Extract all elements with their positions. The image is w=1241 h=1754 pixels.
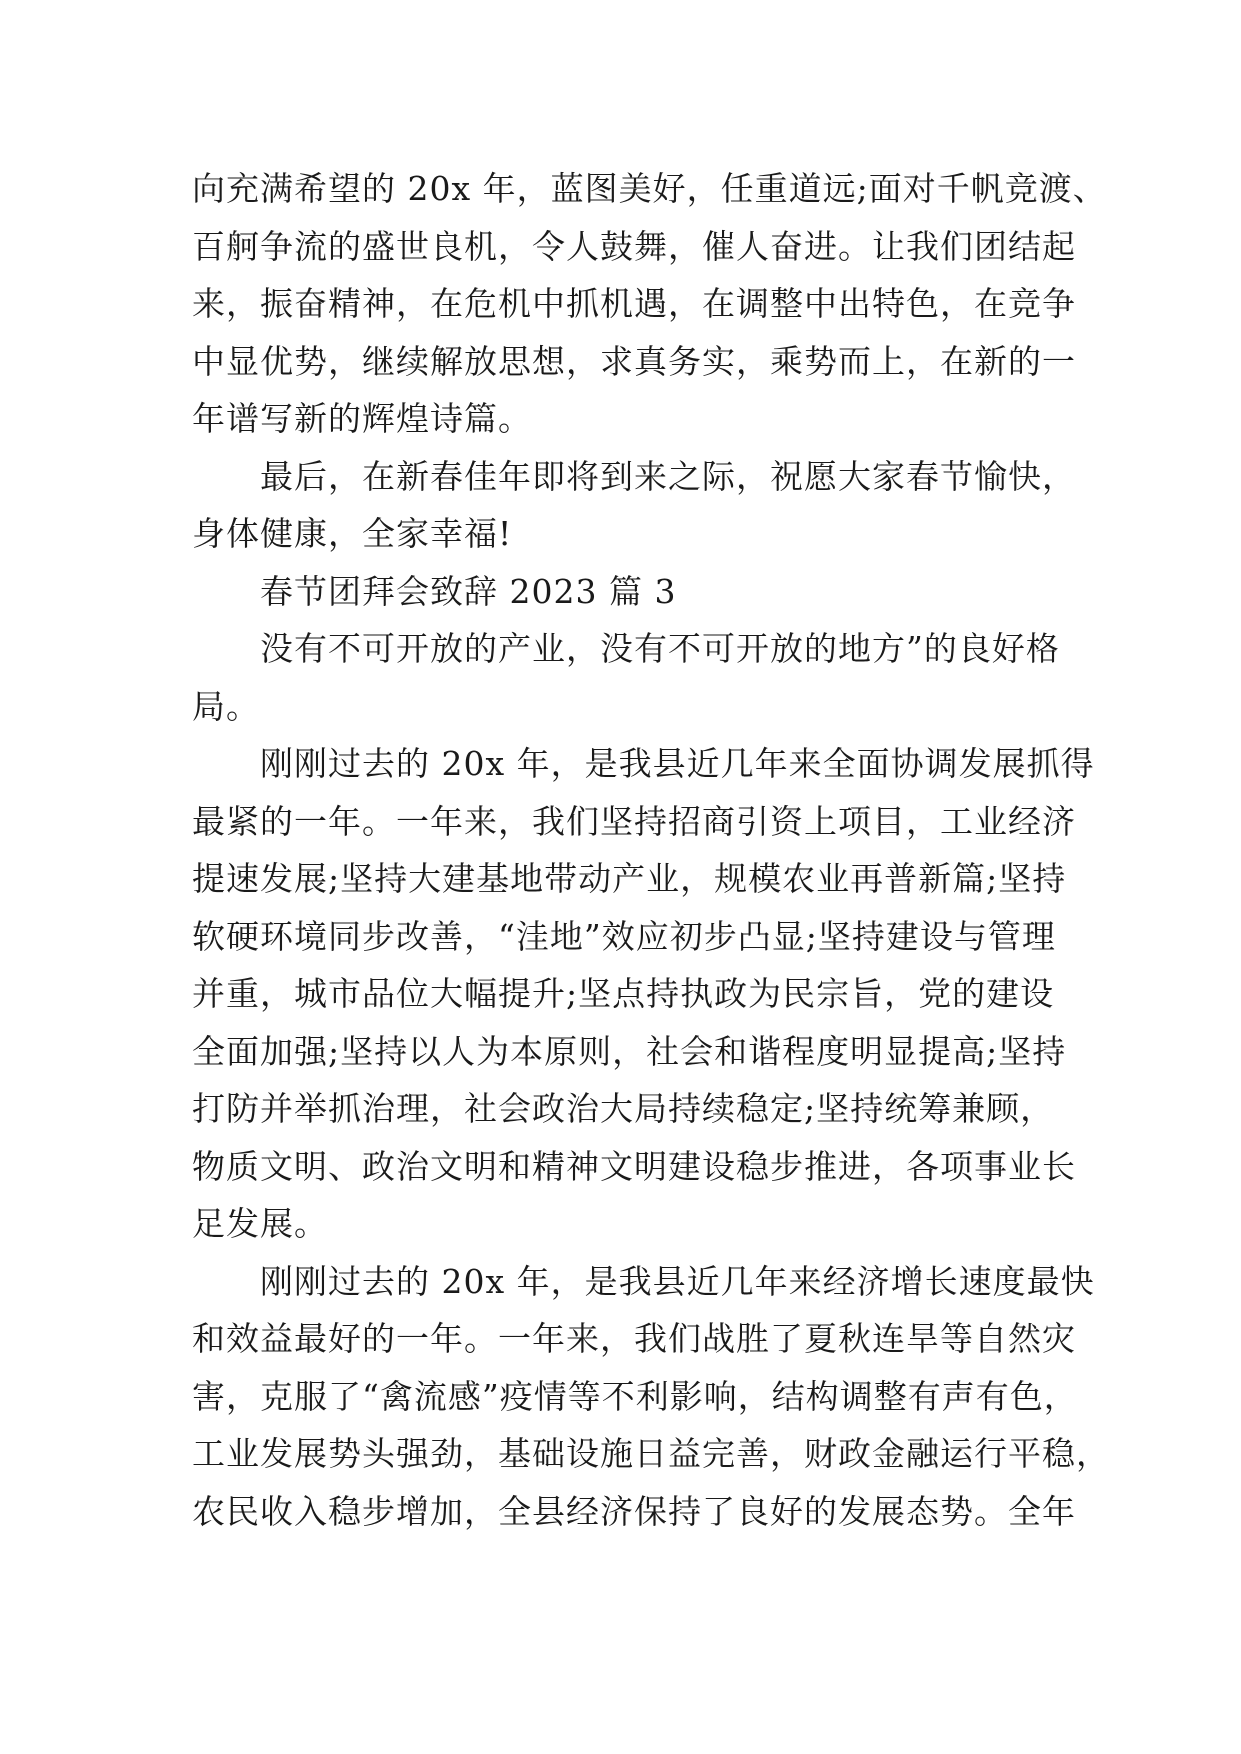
text-line: 最后，在新春佳年即将到来之际，祝愿大家春节愉快， [260, 456, 1076, 496]
document-body [192, 160, 1110, 1540]
text-line: 害，克服了“禽流感”疫情等不利影响，结构调整有声有色， [192, 1376, 1078, 1416]
text-line: 工业发展势头强劲，基础设施日益完善，财政金融运行平稳， [192, 1434, 1110, 1473]
text-line: 提速发展;坚持大建基地带动产业，规模农业再普新篇;坚持 [192, 859, 1067, 898]
text-line: 农民收入稳步增加，全县经济保持了良好的发展态势。全年 [192, 1491, 1076, 1531]
text-line: 刚刚过去的 20x 年，是我县近几年来经济增长速度最快 [260, 1261, 1095, 1301]
text-line: 物质文明、政治文明和精神文明建设稳步推进，各项事业长 [192, 1146, 1076, 1186]
text-line: 最紧的一年。一年来，我们坚持招商引资上项目，工业经济 [192, 801, 1076, 841]
text-line: 全面加强;坚持以人为本原则，社会和谐程度明显提高;坚持 [192, 1031, 1067, 1071]
text-line: 春节团拜会致辞 2023 篇 3 [260, 571, 677, 611]
text-line: 打防并举抓治理，社会政治大局持续稳定;坚持统筹兼顾， [192, 1089, 1055, 1128]
text-line: 并重，城市品位大幅提升;坚点持执政为民宗旨，党的建设 [192, 974, 1055, 1013]
text-line: 中显优势，继续解放思想，求真务实，乘势而上，在新的一 [192, 341, 1076, 381]
text-line: 刚刚过去的 20x 年，是我县近几年来全面协调发展抓得 [260, 744, 1095, 783]
text-line: 足发展。 [192, 1204, 328, 1243]
text-line: 百舸争流的盛世良机，令人鼓舞，催人奋进。让我们团结起 [192, 226, 1076, 266]
text-line: 向充满希望的 20x 年，蓝图美好，任重道远;面对千帆竞渡、 [192, 169, 1107, 208]
text-line: 年谱写新的辉煌诗篇。 [192, 399, 532, 438]
text-line: 没有不可开放的产业，没有不可开放的地方”的良好格 [260, 629, 1060, 668]
text-line: 局。 [192, 686, 260, 726]
text-line: 身体健康，全家幸福! [192, 514, 513, 553]
text-line: 和效益最好的一年。一年来，我们战胜了夏秋连旱等自然灾 [192, 1319, 1076, 1358]
text-line: 软硬环境同步改善，“洼地”效应初步凸显;坚持建设与管理 [192, 916, 1056, 956]
text-line: 来，振奋精神，在危机中抓机遇，在调整中出特色，在竞争 [192, 284, 1076, 323]
